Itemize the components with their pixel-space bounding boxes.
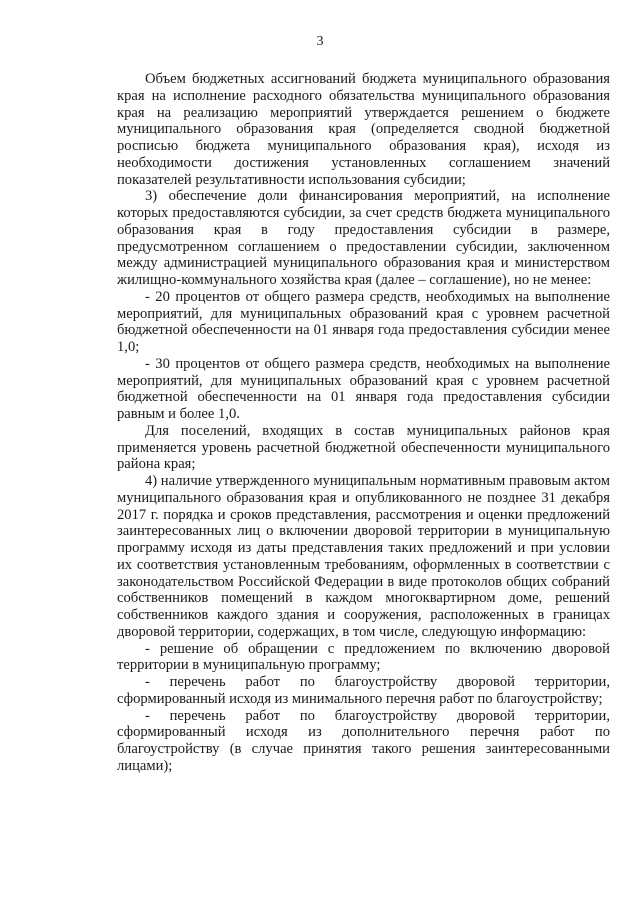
paragraph-decision-inclusion: - решение об обращении с предложением по включению дворовой территории в муниципальную программу; xyxy=(117,640,610,674)
paragraph-item-4-legal-act: 4) наличие утвержденного муниципальным нормативным правовым актом муниципального образования края и опубликованного не позднее 31 декабря 2017 г. порядка и сроков представления, рассмотрения и оценки предложений заинтересованных лиц о включении дворовой территории в муниципальную программу исходя из даты представления таких предложений и при условии их соответствия установленным требованиям, оформленных в соответствии с законодательством Российской Федерации в виде протоколов общих собраний собственников помещений в каждом многоквартирном доме, решений собственников каждого здания и сооружения, расположенных в границах дворовой территории, содержащих, в том числе, следующую информацию: xyxy=(117,473,610,640)
paragraph-20-percent: - 20 процентов от общего размера средств, необходимых на выполнение мероприятий, для муниципальных образований края с уровнем расчетной бюджетной обеспеченности на 01 января года предоставления субсидии менее 1,0; xyxy=(117,288,610,355)
paragraph-minimal-works-list: - перечень работ по благоустройству дворовой территории, сформированный исходя из минимального перечня работ по благоустройству; xyxy=(117,674,610,707)
paragraph-item-3-cofinancing: 3) обеспечение доли финансирования мероприятий, на исполнение которых предоставляются субсидии, за счет средств бюджета муниципального образования края в году предоставления субсидии в размере, предусмотренном соглашением о предоставлении субсидии, заключенном между администрацией муниципального образования края и министерством жилищно-коммунального хозяйства края (далее – соглашение), но не менее: xyxy=(117,188,610,288)
paragraph-30-percent: - 30 процентов от общего размера средств, необходимых на выполнение мероприятий, для муниципальных образований края с уровнем расчетной бюджетной обеспеченности на 01 января года предоставления субсидии равным и более 1,0. xyxy=(117,355,610,422)
paragraph-settlements: Для поселений, входящих в состав муниципальных районов края применяется уровень расчетной бюджетной обеспеченности муниципального района края; xyxy=(117,422,610,473)
paragraph-budget-allocations: Объем бюджетных ассигнований бюджета муниципального образования края на исполнение расходного обязательства муниципального образования края на реализацию мероприятий утверждается решением о бюджете муниципального образования края (определяется сводной бюджетной росписью бюджета муниципального образования края), исходя из необходимости достижения установленных соглашением значений показателей результативности использования субсидии; xyxy=(117,71,610,188)
page-number: 3 xyxy=(316,34,324,49)
paragraph-additional-works-list: - перечень работ по благоустройству дворовой территории, сформированный исходя из дополнительного перечня работ по благоустройству (в случае принятия такого решения заинтересованными лицами); xyxy=(117,707,610,774)
document-body xyxy=(117,71,610,775)
